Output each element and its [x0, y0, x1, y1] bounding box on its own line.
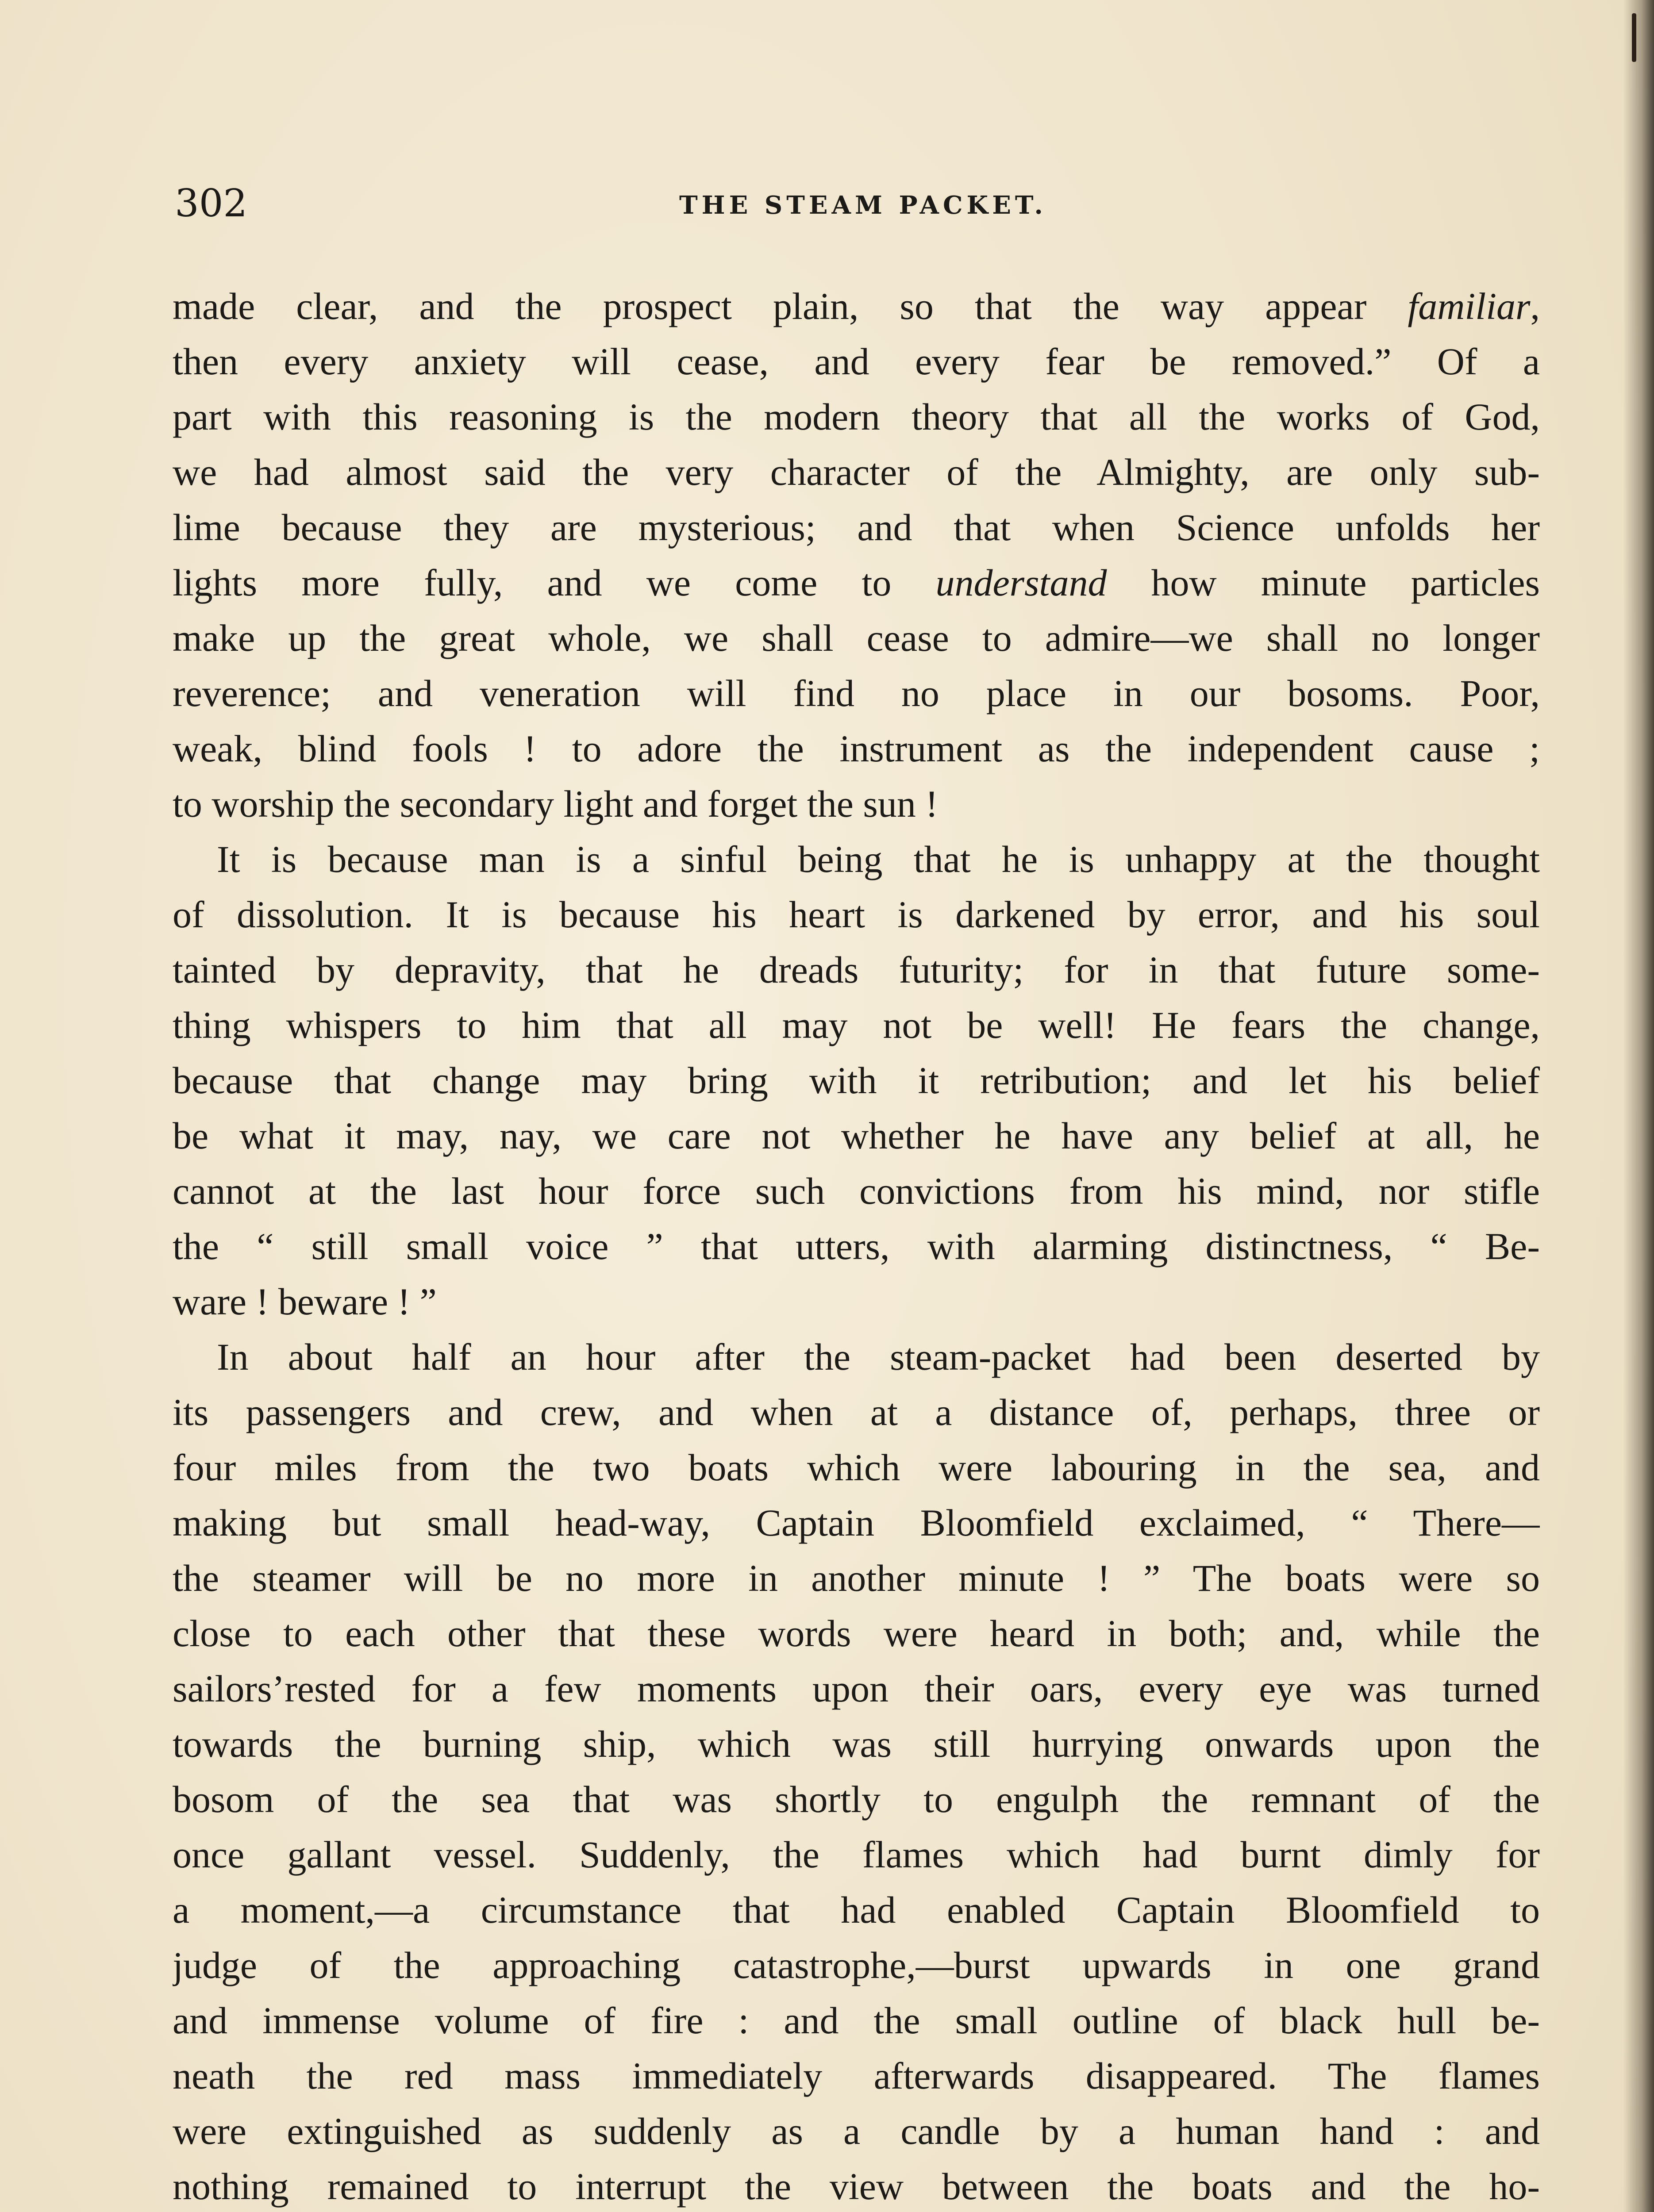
text-line	[173, 1164, 1540, 1219]
text-line	[173, 1993, 1540, 2048]
binding-shadow	[1623, 0, 1654, 2212]
text-line-content: It is because man is a sinful being that he is unhappy at the thought	[217, 838, 1540, 880]
text-line-content: we had almost said the very character of the Almighty, are only sub-	[173, 451, 1540, 493]
text-line	[173, 1329, 1540, 1385]
text-line-content: then every anxiety will cease, and every fear be removed.” Of a	[173, 340, 1540, 383]
text-line-content: weak, blind fools ! to adore the instrument as the independent cause ;	[173, 727, 1540, 770]
text-line-content: to worship the secondary light and forget the sun !	[173, 783, 938, 825]
text-line-content: part with this reasoning is the modern theory that all the works of God,	[173, 396, 1540, 438]
text-line-content: towards the burning ship, which was still hurrying onwards upon the	[173, 1723, 1540, 1765]
text-line-content: reverence; and veneration will find no place in our bosoms. Poor,	[173, 672, 1540, 714]
binding-mark	[1632, 13, 1636, 62]
text-line-content: bosom of the sea that was shortly to engulph the remnant of the	[173, 1778, 1540, 1820]
text-line	[173, 887, 1540, 942]
text-line	[173, 1827, 1540, 1882]
text-line	[173, 2159, 1540, 2212]
text-line	[173, 1938, 1540, 1993]
text-line	[173, 1551, 1540, 1606]
text-line-content: because that change may bring with it retribution; and let his belief	[173, 1059, 1540, 1102]
italic-word: familiar	[1408, 285, 1531, 327]
text-line	[173, 611, 1540, 666]
text-line-content: be what it may, nay, we care not whether he have any belief at all, he	[173, 1114, 1540, 1157]
text-line-content: neath the red mass immediately afterwards disappeared. The flames	[173, 2055, 1540, 2097]
text-line-content: tainted by depravity, that he dreads futurity; for in that future some-	[173, 949, 1540, 991]
text-line-content: nothing remained to interrupt the view between the boats and the ho-	[173, 2165, 1540, 2208]
text-line	[173, 2104, 1540, 2159]
text-line-content: the steamer will be no more in another minute ! ” The boats were so	[173, 1557, 1540, 1599]
text-line-content: cannot at the last hour force such convictions from his mind, nor stifle	[173, 1170, 1540, 1212]
text-line	[173, 2048, 1540, 2104]
text-line	[173, 1053, 1540, 1108]
text-line	[173, 279, 1540, 334]
text-line-content: were extinguished as suddenly as a candle by a human hand : and	[173, 2110, 1540, 2152]
text-line	[173, 942, 1540, 998]
running-title: THE STEAM PACKET.	[679, 191, 1047, 220]
body-text	[173, 279, 1540, 2212]
text-line-content: a moment,—a circumstance that had enabled Captain Bloomfield to	[173, 1889, 1540, 1931]
text-line-tail: ,	[1530, 285, 1540, 327]
text-line	[173, 1661, 1540, 1717]
text-line	[173, 334, 1540, 389]
text-line	[173, 721, 1540, 776]
text-line	[173, 1495, 1540, 1551]
text-line-content: lime because they are mysterious; and that when Science unfolds her	[173, 506, 1540, 549]
text-line	[173, 1385, 1540, 1440]
text-line-content: the “ still small voice ” that utters, with alarming distinctness, “ Be-	[173, 1225, 1540, 1267]
text-line	[173, 500, 1540, 555]
text-line-content: make up the great whole, we shall cease to admire—we shall no longer	[173, 617, 1540, 659]
text-line	[173, 1882, 1540, 1938]
text-line	[173, 776, 1540, 832]
text-line	[173, 555, 1540, 611]
text-line	[173, 445, 1540, 500]
text-line-tail: how minute particles	[1107, 561, 1540, 604]
text-line-content: judge of the approaching catastrophe,—burst upwards in one grand	[173, 1944, 1540, 1986]
text-line-content: made clear, and the prospect plain, so that the way appear	[173, 285, 1408, 327]
text-line-content: sailors’rested for a few moments upon their oars, every eye was turned	[173, 1667, 1540, 1710]
text-line	[173, 1274, 1540, 1329]
text-line	[173, 998, 1540, 1053]
text-line-content: once gallant vessel. Suddenly, the flames which had burnt dimly for	[173, 1833, 1540, 1876]
text-line-content: of dissolution. It is because his heart is darkened by error, and his soul	[173, 893, 1540, 936]
text-line-content: making but small head-way, Captain Bloomfield exclaimed, “ There—	[173, 1502, 1540, 1544]
text-line-content: close to each other that these words were heard in both; and, while the	[173, 1612, 1540, 1655]
text-line	[173, 666, 1540, 721]
text-line	[173, 1717, 1540, 1772]
text-line-content: its passengers and crew, and when at a distance of, perhaps, three or	[173, 1391, 1540, 1433]
text-line	[173, 832, 1540, 887]
italic-word: understand	[935, 561, 1107, 604]
page-number: 302	[175, 181, 248, 226]
text-line	[173, 389, 1540, 445]
text-line	[173, 1772, 1540, 1827]
text-line	[173, 1108, 1540, 1164]
text-line-content: lights more fully, and we come to	[173, 561, 936, 604]
text-line-content: In about half an hour after the steam-packet had been deserted by	[217, 1336, 1540, 1378]
text-line-content: and immense volume of fire : and the small outline of black hull be-	[173, 1999, 1540, 2042]
text-line-content: ware ! beware ! ”	[173, 1280, 437, 1323]
running-head	[175, 177, 1540, 239]
text-line	[173, 1440, 1540, 1495]
text-line	[173, 1606, 1540, 1661]
text-line	[173, 1219, 1540, 1274]
text-line-content: thing whispers to him that all may not be well! He fears the change,	[173, 1004, 1540, 1046]
text-line-content: four miles from the two boats which were labouring in the sea, and	[173, 1446, 1540, 1489]
